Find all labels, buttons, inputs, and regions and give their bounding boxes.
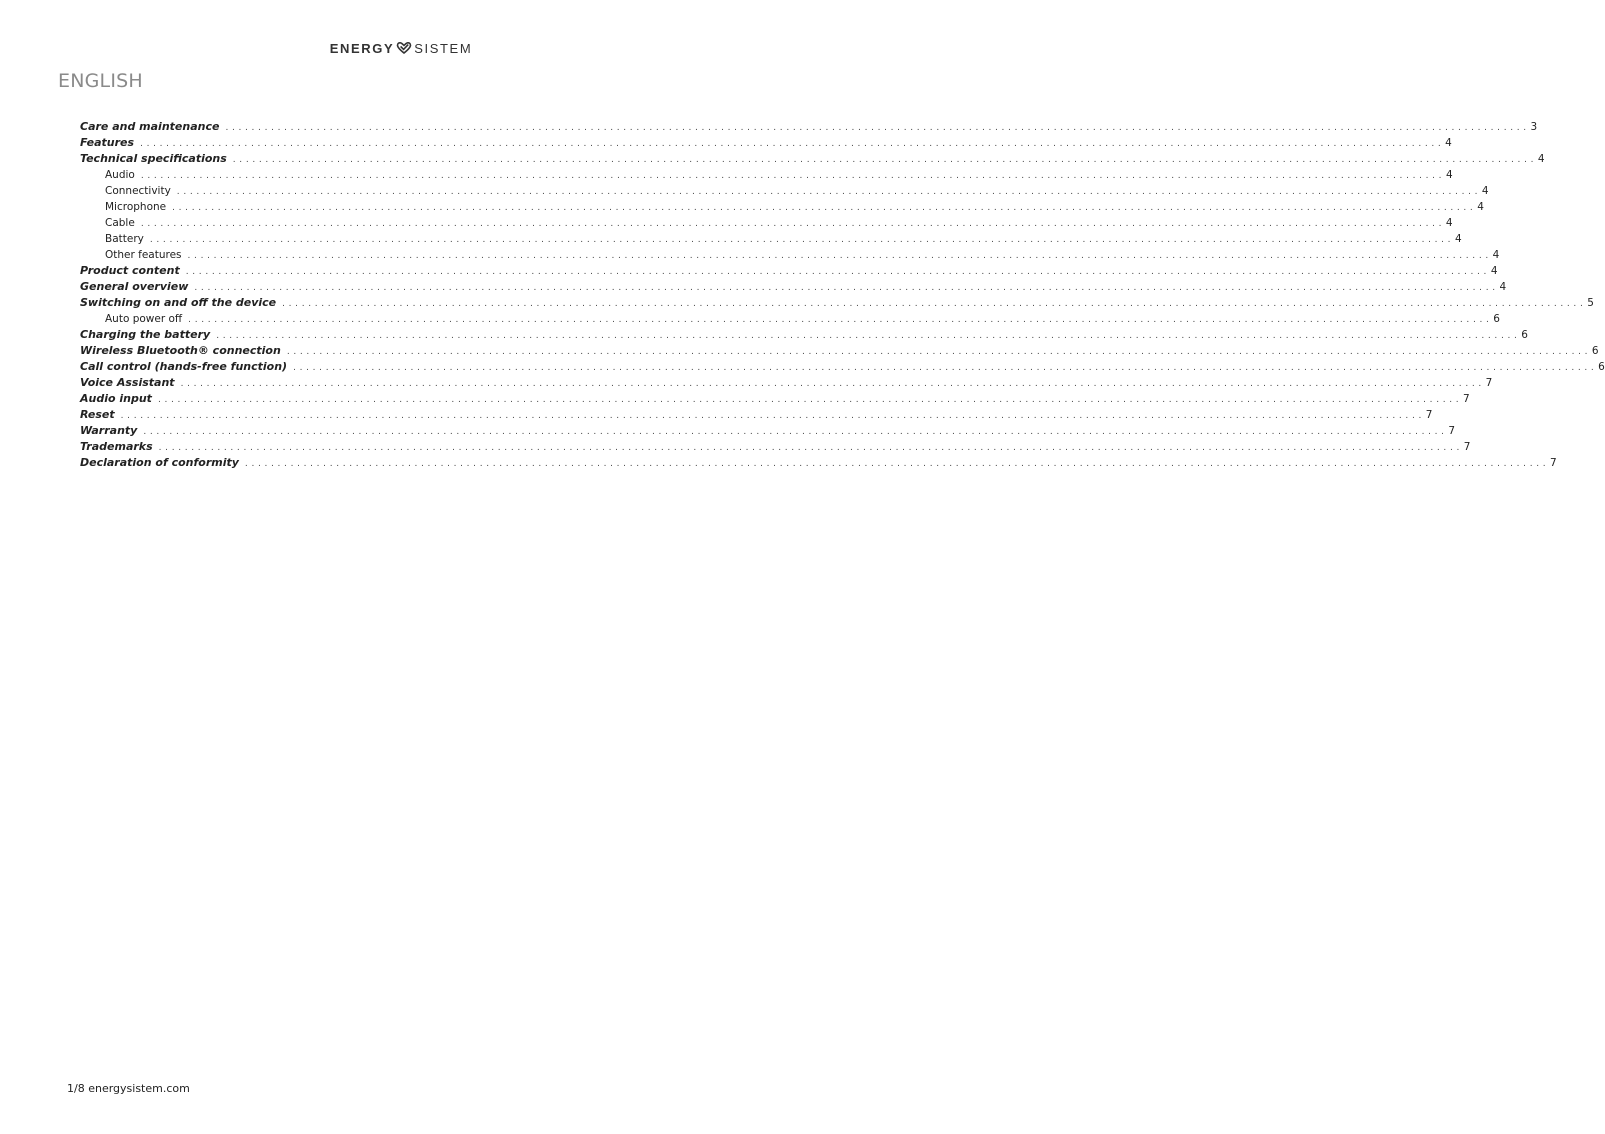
toc-entry-title: Connectivity xyxy=(105,185,171,197)
dot-leader: . . . . . . . . . . . . . . . . . . . . . . . . . . . . . . . . . . . . . . . . . . . . . . . . . . . . . . . . . . . . . . . . . . . . . . . . . . . . . . . . . . . . . . . . . . . . . . . . . . . . . . . . . . . . . . . . . . . . . . . . . . . . . . . . . . . . . . . . . . . . . . . . . . . . . . . . . . . . . . . . . . . . . . . . . . . . . . . . . . . . . . . . . . . . . . . . . . . . . . . . xyxy=(140,219,1442,229)
toc-entry-page: 4 xyxy=(1454,233,1462,245)
toc-entry-title: Care and maintenance xyxy=(80,120,220,133)
toc-entry-page: 7 xyxy=(1485,377,1493,389)
dot-leader: . . . . . . . . . . . . . . . . . . . . . . . . . . . . . . . . . . . . . . . . . . . . . . . . . . . . . . . . . . . . . . . . . . . . . . . . . . . . . . . . . . . . . . . . . . . . . . . . . . . . . . . . . . . . . . . . . . . . . . . . . . . . . . . . . . . . . . . . . . . . . . . . . . . . . . . . . . . . . . . . . . . . . . . . . . . . . . . . . . . . . . . . . . . . . . . . . . . . . . . . xyxy=(194,283,1496,293)
dot-leader: . . . . . . . . . . . . . . . . . . . . . . . . . . . . . . . . . . . . . . . . . . . . . . . . . . . . . . . . . . . . . . . . . . . . . . . . . . . . . . . . . . . . . . . . . . . . . . . . . . . . . . . . . . . . . . . . . . . . . . . . . . . . . . . . . . . . . . . . . . . . . . . . . . . . . . . . . . . . . . . . . . . . . . . . . . . . . . . . . . . . . . . . . . . . . . . . . . . . . . . . xyxy=(180,379,1482,389)
toc-entry-title: Switching on and off the device xyxy=(80,296,277,309)
dot-leader: . . . . . . . . . . . . . . . . . . . . . . . . . . . . . . . . . . . . . . . . . . . . . . . . . . . . . . . . . . . . . . . . . . . . . . . . . . . . . . . . . . . . . . . . . . . . . . . . . . . . . . . . . . . . . . . . . . . . . . . . . . . . . . . . . . . . . . . . . . . . . . . . . . . . . . . . . . . . . . . . . . . . . . . . . . . . . . . . . . . . . . . . . . . . . . . . . . . . . . . . xyxy=(158,443,1460,453)
toc-entry[interactable] xyxy=(80,263,1498,279)
dot-leader: . . . . . . . . . . . . . . . . . . . . . . . . . . . . . . . . . . . . . . . . . . . . . . . . . . . . . . . . . . . . . . . . . . . . . . . . . . . . . . . . . . . . . . . . . . . . . . . . . . . . . . . . . . . . . . . . . . . . . . . . . . . . . . . . . . . . . . . . . . . . . . . . . . . . . . . . . . . . . . . . . . . . . . . . . . . . . . . . . . . . . . . . . . . . . . . . . . . . . . . . xyxy=(172,203,1474,213)
toc-entry-title: Cable xyxy=(105,217,135,229)
dot-leader: . . . . . . . . . . . . . . . . . . . . . . . . . . . . . . . . . . . . . . . . . . . . . . . . . . . . . . . . . . . . . . . . . . . . . . . . . . . . . . . . . . . . . . . . . . . . . . . . . . . . . . . . . . . . . . . . . . . . . . . . . . . . . . . . . . . . . . . . . . . . . . . . . . . . . . . . . . . . . . . . . . . . . . . . . . . . . . . . . . . . . . . . . . . . . . . . . . . . . . . . xyxy=(286,347,1588,357)
dot-leader: . . . . . . . . . . . . . . . . . . . . . . . . . . . . . . . . . . . . . . . . . . . . . . . . . . . . . . . . . . . . . . . . . . . . . . . . . . . . . . . . . . . . . . . . . . . . . . . . . . . . . . . . . . . . . . . . . . . . . . . . . . . . . . . . . . . . . . . . . . . . . . . . . . . . . . . . . . . . . . . . . . . . . . . . . . . . . . . . . . . . . . . . . . . . . . . . . . . . . . . . xyxy=(244,459,1546,469)
toc-entry-page: 7 xyxy=(1425,409,1433,421)
toc-entry-page: 7 xyxy=(1463,441,1471,453)
dot-leader: . . . . . . . . . . . . . . . . . . . . . . . . . . . . . . . . . . . . . . . . . . . . . . . . . . . . . . . . . . . . . . . . . . . . . . . . . . . . . . . . . . . . . . . . . . . . . . . . . . . . . . . . . . . . . . . . . . . . . . . . . . . . . . . . . . . . . . . . . . . . . . . . . . . . . . . . . . . . . . . . . . . . . . . . . . . . . . . . . . . . . . . . . . . . . . . . . . . . . . . . xyxy=(176,187,1478,197)
toc-entry[interactable] xyxy=(80,343,1599,359)
toc-entry-page: 6 xyxy=(1521,329,1528,341)
dot-leader: . . . . . . . . . . . . . . . . . . . . . . . . . . . . . . . . . . . . . . . . . . . . . . . . . . . . . . . . . . . . . . . . . . . . . . . . . . . . . . . . . . . . . . . . . . . . . . . . . . . . . . . . . . . . . . . . . . . . . . . . . . . . . . . . . . . . . . . . . . . . . . . . . . . . . . . . . . . . . . . . . . . . . . . . . . . . . . . . . . . . . . . . . . . . . . . . . . . . . . . . xyxy=(225,123,1527,133)
heart-check-icon xyxy=(396,42,412,54)
toc-entry[interactable] xyxy=(80,231,1462,247)
toc-entry-page: 4 xyxy=(1537,153,1545,165)
toc-entry[interactable] xyxy=(80,327,1528,343)
dot-leader: . . . . . . . . . . . . . . . . . . . . . . . . . . . . . . . . . . . . . . . . . . . . . . . . . . . . . . . . . . . . . . . . . . . . . . . . . . . . . . . . . . . . . . . . . . . . . . . . . . . . . . . . . . . . . . . . . . . . . . . . . . . . . . . . . . . . . . . . . . . . . . . . . . . . . . . . . . . . . . . . . . . . . . . . . . . . . . . . . . . . . . . . . . . . . . . . . . . . . . . . xyxy=(140,171,1442,181)
dot-leader: . . . . . . . . . . . . . . . . . . . . . . . . . . . . . . . . . . . . . . . . . . . . . . . . . . . . . . . . . . . . . . . . . . . . . . . . . . . . . . . . . . . . . . . . . . . . . . . . . . . . . . . . . . . . . . . . . . . . . . . . . . . . . . . . . . . . . . . . . . . . . . . . . . . . . . . . . . . . . . . . . . . . . . . . . . . . . . . . . . . . . . . . . . . . . . . . . . . . . . . . xyxy=(187,251,1489,261)
toc-entry-title: Audio input xyxy=(80,392,152,405)
toc-entry-title: Other features xyxy=(105,249,182,261)
toc-entry-page: 4 xyxy=(1445,169,1453,181)
dot-leader: . . . . . . . . . . . . . . . . . . . . . . . . . . . . . . . . . . . . . . . . . . . . . . . . . . . . . . . . . . . . . . . . . . . . . . . . . . . . . . . . . . . . . . . . . . . . . . . . . . . . . . . . . . . . . . . . . . . . . . . . . . . . . . . . . . . . . . . . . . . . . . . . . . . . . . . . . . . . . . . . . . . . . . . . . . . . . . . . . . . . . . . . . . . . . . . . . . . . . . . . xyxy=(149,235,1451,245)
dot-leader: . . . . . . . . . . . . . . . . . . . . . . . . . . . . . . . . . . . . . . . . . . . . . . . . . . . . . . . . . . . . . . . . . . . . . . . . . . . . . . . . . . . . . . . . . . . . . . . . . . . . . . . . . . . . . . . . . . . . . . . . . . . . . . . . . . . . . . . . . . . . . . . . . . . . . . . . . . . . . . . . . . . . . . . . . . . . . . . . . . . . . . . . . . . . . . . . . . . . . . . . xyxy=(120,411,1422,421)
toc-entry-page: 3 xyxy=(1530,121,1538,133)
toc-entry[interactable] xyxy=(80,407,1433,423)
toc-entry-page: 7 xyxy=(1463,393,1470,405)
toc-entry-page: 4 xyxy=(1492,249,1500,261)
toc-entry-title: Battery xyxy=(105,233,144,245)
toc-entry-page: 4 xyxy=(1499,281,1507,293)
toc-entry-page: 7 xyxy=(1550,457,1557,469)
toc-entry-page: 4 xyxy=(1445,137,1452,149)
toc-entry-title: Reset xyxy=(80,408,115,421)
toc-entry-page: 6 xyxy=(1591,345,1599,357)
toc-entry[interactable] xyxy=(80,151,1545,167)
toc-entry-page: 6 xyxy=(1493,313,1500,325)
toc-entry-title: Declaration of conformity xyxy=(80,456,239,469)
table-of-contents xyxy=(80,119,1605,471)
page-footer: 1/8 energysistem.com xyxy=(67,1082,190,1095)
toc-entry[interactable] xyxy=(80,359,1605,375)
dot-leader: . . . . . . . . . . . . . . . . . . . . . . . . . . . . . . . . . . . . . . . . . . . . . . . . . . . . . . . . . . . . . . . . . . . . . . . . . . . . . . . . . . . . . . . . . . . . . . . . . . . . . . . . . . . . . . . . . . . . . . . . . . . . . . . . . . . . . . . . . . . . . . . . . . . . . . . . . . . . . . . . . . . . . . . . . . . . . . . . . . . . . . . . . . . . . . . . . . . . . . . . xyxy=(293,363,1595,373)
toc-entry-title: General overview xyxy=(80,280,189,293)
toc-entry-page: 4 xyxy=(1445,217,1453,229)
dot-leader: . . . . . . . . . . . . . . . . . . . . . . . . . . . . . . . . . . . . . . . . . . . . . . . . . . . . . . . . . . . . . . . . . . . . . . . . . . . . . . . . . . . . . . . . . . . . . . . . . . . . . . . . . . . . . . . . . . . . . . . . . . . . . . . . . . . . . . . . . . . . . . . . . . . . . . . . . . . . . . . . . . . . . . . . . . . . . . . . . . . . . . . . . . . . . . . . . . . . . . . . xyxy=(232,155,1534,165)
toc-entry-page: 7 xyxy=(1448,425,1456,437)
toc-entry-title: Technical specifications xyxy=(80,152,227,165)
toc-entry[interactable] xyxy=(80,391,1470,407)
toc-entry[interactable] xyxy=(80,215,1453,231)
toc-entry[interactable] xyxy=(80,247,1500,263)
toc-entry-title: Voice Assistant xyxy=(80,376,175,389)
toc-entry[interactable] xyxy=(80,167,1453,183)
toc-entry-page: 5 xyxy=(1587,297,1594,309)
toc-entry-title: Charging the battery xyxy=(80,328,211,341)
toc-entry-title: Trademarks xyxy=(80,440,153,453)
language-heading: ENGLISH xyxy=(58,70,143,92)
toc-entry-title: Auto power off xyxy=(105,313,183,325)
toc-entry-title: Product content xyxy=(80,264,180,277)
brand-name-sistem: SISTEM xyxy=(414,41,473,56)
toc-entry-title: Audio xyxy=(105,169,135,181)
toc-entry[interactable] xyxy=(80,119,1538,135)
dot-leader: . . . . . . . . . . . . . . . . . . . . . . . . . . . . . . . . . . . . . . . . . . . . . . . . . . . . . . . . . . . . . . . . . . . . . . . . . . . . . . . . . . . . . . . . . . . . . . . . . . . . . . . . . . . . . . . . . . . . . . . . . . . . . . . . . . . . . . . . . . . . . . . . . . . . . . . . . . . . . . . . . . . . . . . . . . . . . . . . . . . . . . . . . . . . . . . . . . . . . . . . xyxy=(185,267,1487,277)
dot-leader: . . . . . . . . . . . . . . . . . . . . . . . . . . . . . . . . . . . . . . . . . . . . . . . . . . . . . . . . . . . . . . . . . . . . . . . . . . . . . . . . . . . . . . . . . . . . . . . . . . . . . . . . . . . . . . . . . . . . . . . . . . . . . . . . . . . . . . . . . . . . . . . . . . . . . . . . . . . . . . . . . . . . . . . . . . . . . . . . . . . . . . . . . . . . . . . . . . . . . . . . xyxy=(188,315,1490,325)
toc-entry[interactable] xyxy=(80,183,1489,199)
toc-entry[interactable] xyxy=(80,455,1557,471)
toc-entry-title: Call control (hands-free function) xyxy=(80,360,288,373)
dot-leader: . . . . . . . . . . . . . . . . . . . . . . . . . . . . . . . . . . . . . . . . . . . . . . . . . . . . . . . . . . . . . . . . . . . . . . . . . . . . . . . . . . . . . . . . . . . . . . . . . . . . . . . . . . . . . . . . . . . . . . . . . . . . . . . . . . . . . . . . . . . . . . . . . . . . . . . . . . . . . . . . . . . . . . . . . . . . . . . . . . . . . . . . . . . . . . . . . . . . . . . . xyxy=(216,331,1518,341)
toc-entry[interactable] xyxy=(80,295,1594,311)
toc-entry-page: 4 xyxy=(1481,185,1489,197)
dot-leader: . . . . . . . . . . . . . . . . . . . . . . . . . . . . . . . . . . . . . . . . . . . . . . . . . . . . . . . . . . . . . . . . . . . . . . . . . . . . . . . . . . . . . . . . . . . . . . . . . . . . . . . . . . . . . . . . . . . . . . . . . . . . . . . . . . . . . . . . . . . . . . . . . . . . . . . . . . . . . . . . . . . . . . . . . . . . . . . . . . . . . . . . . . . . . . . . . . . . . . . . xyxy=(282,299,1584,309)
dot-leader: . . . . . . . . . . . . . . . . . . . . . . . . . . . . . . . . . . . . . . . . . . . . . . . . . . . . . . . . . . . . . . . . . . . . . . . . . . . . . . . . . . . . . . . . . . . . . . . . . . . . . . . . . . . . . . . . . . . . . . . . . . . . . . . . . . . . . . . . . . . . . . . . . . . . . . . . . . . . . . . . . . . . . . . . . . . . . . . . . . . . . . . . . . . . . . . . . . . . . . . . xyxy=(143,427,1445,437)
toc-entry[interactable] xyxy=(80,199,1484,215)
toc-entry-title: Microphone xyxy=(105,201,167,213)
toc-entry[interactable] xyxy=(80,135,1452,151)
toc-entry[interactable] xyxy=(80,279,1507,295)
toc-entry[interactable] xyxy=(80,439,1471,455)
toc-entry-page: 4 xyxy=(1490,265,1498,277)
dot-leader: . . . . . . . . . . . . . . . . . . . . . . . . . . . . . . . . . . . . . . . . . . . . . . . . . . . . . . . . . . . . . . . . . . . . . . . . . . . . . . . . . . . . . . . . . . . . . . . . . . . . . . . . . . . . . . . . . . . . . . . . . . . . . . . . . . . . . . . . . . . . . . . . . . . . . . . . . . . . . . . . . . . . . . . . . . . . . . . . . . . . . . . . . . . . . . . . . . . . . . . . xyxy=(157,395,1460,405)
brand-name-energy: ENERGY xyxy=(329,41,395,56)
toc-entry-title: Features xyxy=(80,136,135,149)
toc-entry-title: Warranty xyxy=(80,424,138,437)
toc-entry[interactable] xyxy=(80,423,1456,439)
toc-entry-page: 4 xyxy=(1477,201,1484,213)
dot-leader: . . . . . . . . . . . . . . . . . . . . . . . . . . . . . . . . . . . . . . . . . . . . . . . . . . . . . . . . . . . . . . . . . . . . . . . . . . . . . . . . . . . . . . . . . . . . . . . . . . . . . . . . . . . . . . . . . . . . . . . . . . . . . . . . . . . . . . . . . . . . . . . . . . . . . . . . . . . . . . . . . . . . . . . . . . . . . . . . . . . . . . . . . . . . . . . . . . . . . . . . xyxy=(140,139,1442,149)
toc-entry[interactable] xyxy=(80,375,1493,391)
toc-entry-title: Wireless Bluetooth® connection xyxy=(80,344,281,357)
toc-entry-page: 6 xyxy=(1598,361,1605,373)
brand-logo xyxy=(0,41,802,57)
toc-entry[interactable] xyxy=(80,311,1500,327)
